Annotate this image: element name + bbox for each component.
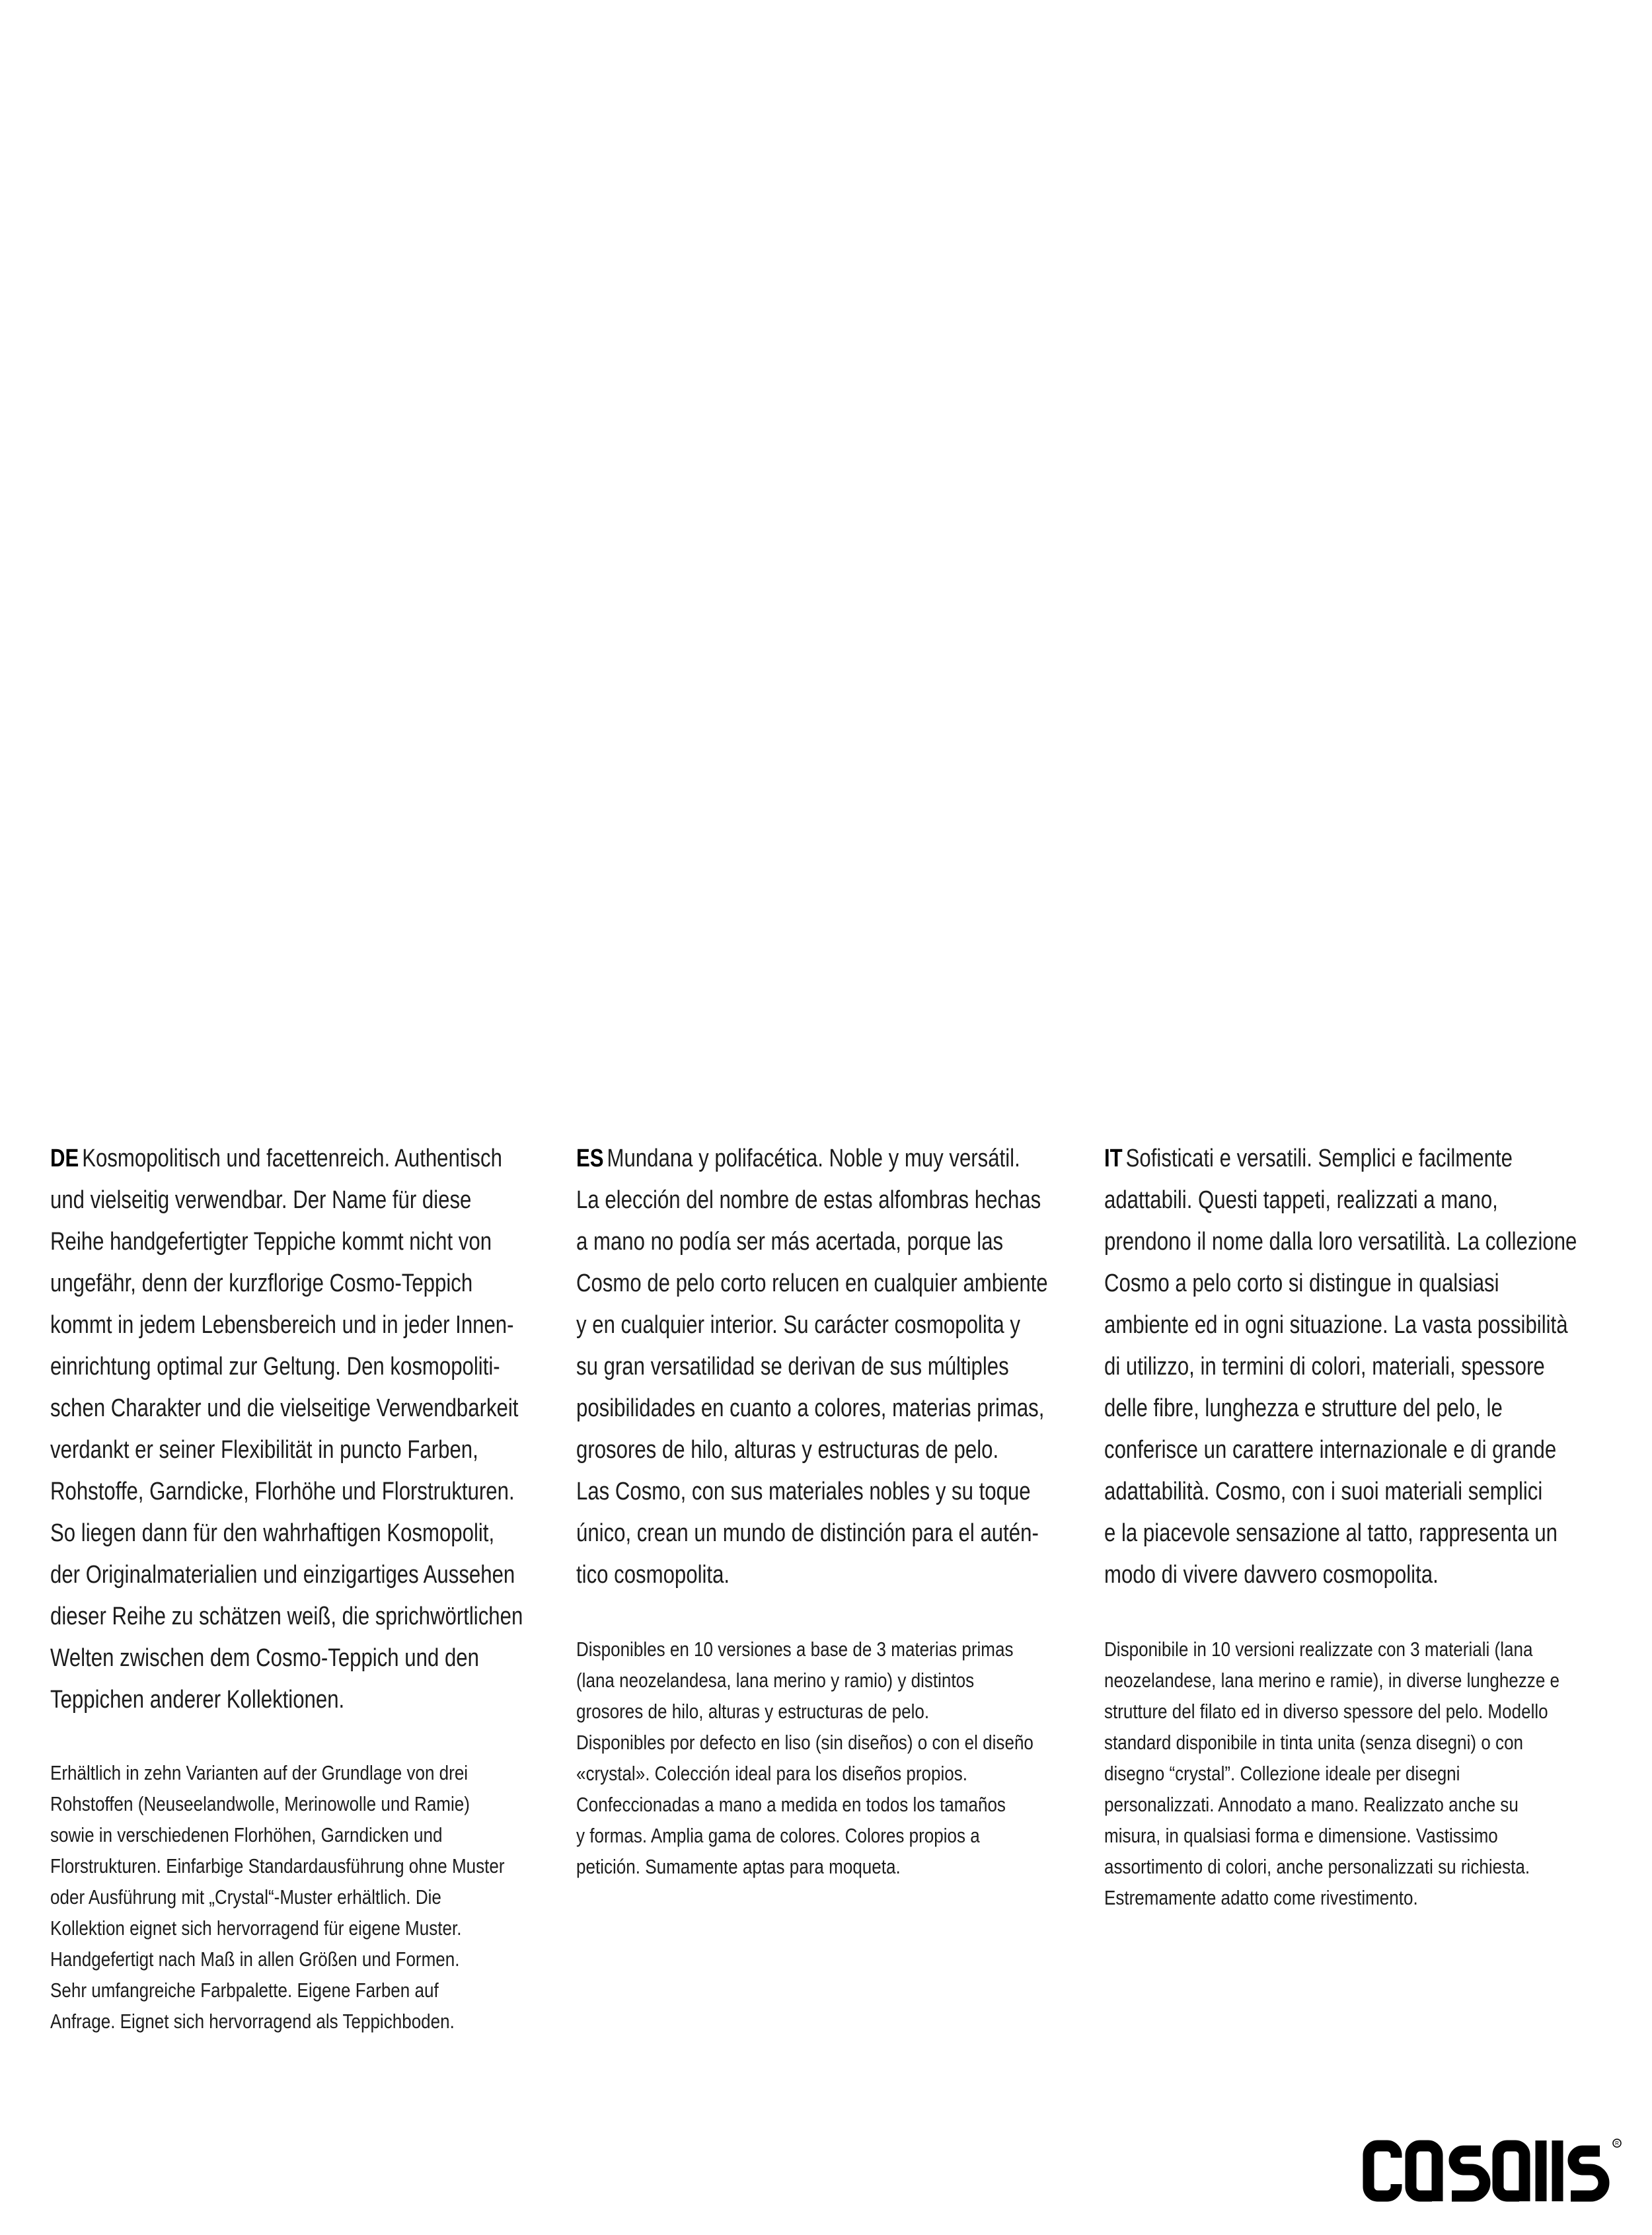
- description-text: di utilizzo, in termini di colori, materiali, spessore: [1104, 1353, 1545, 1381]
- description-line: [1104, 1263, 1619, 1305]
- casalis-logo: [1358, 2131, 1622, 2211]
- description-text: dieser Reihe zu schätzen weiß, die sprichwörtlichen: [50, 1603, 523, 1630]
- specification-line: Anfrage. Eignet sich hervorragend als Teppichboden.: [50, 2010, 455, 2033]
- italian-description: [1104, 1138, 1619, 1596]
- description-text: delle fibre, lunghezza e strutture del pelo, le: [1104, 1394, 1503, 1422]
- description-text: La elección del nombre de estas alfombras hechas: [576, 1186, 1041, 1214]
- language-code: IT: [1104, 1145, 1123, 1172]
- description-line: [576, 1138, 1091, 1180]
- language-code: DE: [50, 1145, 79, 1172]
- german-specifications: [50, 1757, 578, 2037]
- specification-line: sowie in verschiedenen Florhöhen, Garndicken und: [50, 1823, 443, 1846]
- description-text: único, crean un mundo de distinción para el autén-: [576, 1519, 1039, 1547]
- description-line: [1104, 1429, 1619, 1471]
- description-text: der Originalmaterialien und einzigartiges Aussehen: [50, 1561, 515, 1589]
- description-line: [50, 1180, 565, 1221]
- description-text: y en cualquier interior. Su carácter cosmopolita y: [576, 1311, 1021, 1339]
- description-text: Teppichen anderer Kollektionen.: [50, 1686, 345, 1714]
- description-text: einrichtung optimal zur Geltung. Den kosmopoliti-: [50, 1353, 500, 1381]
- description-text: ambiente ed in ogni situazione. La vasta possibilità: [1104, 1311, 1568, 1339]
- description-line: [1104, 1138, 1619, 1180]
- specification-line: standard disponibile in tinta unita (senza disegni) o con: [1104, 1731, 1524, 1754]
- specification-line: Rohstoffen (Neuseelandwolle, Merinowolle und Ramie): [50, 1792, 470, 1815]
- description-text: conferisce un carattere internazionale e di grande: [1104, 1436, 1557, 1464]
- description-text: adattabili. Questi tappeti, realizzati a mano,: [1104, 1186, 1498, 1214]
- description-text: Cosmo a pelo corto si distingue in qualsiasi: [1104, 1269, 1499, 1297]
- description-line: [1104, 1388, 1619, 1429]
- description-text: tico cosmopolita.: [576, 1561, 730, 1589]
- description-text: Welten zwischen dem Cosmo-Teppich und den: [50, 1644, 479, 1672]
- specification-line: Disponibile in 10 versioni realizzate con 3 materiali (lana: [1104, 1638, 1533, 1661]
- description-line: [1104, 1513, 1619, 1554]
- description-text: posibilidades en cuanto a colores, materias primas,: [576, 1394, 1045, 1422]
- description-text: verdankt er seiner Flexibilität in puncto Farben,: [50, 1436, 478, 1464]
- specification-line: misura, in qualsiasi forma e dimensione. Vastissimo: [1104, 1824, 1498, 1847]
- specification-line: petición. Sumamente aptas para moqueta.: [576, 1855, 901, 1878]
- specification-line: neozelandese, lana merino e ramie), in diverse lunghezze e: [1104, 1669, 1560, 1692]
- description-line: [576, 1180, 1091, 1221]
- description-line: [1104, 1221, 1619, 1263]
- description-text: Sofisticati e versatili. Semplici e facilmente: [1125, 1145, 1513, 1172]
- description-line: [1104, 1554, 1619, 1596]
- language-code: ES: [576, 1145, 604, 1172]
- description-line: [576, 1346, 1091, 1388]
- description-text: a mano no podía ser más acertada, porque las: [576, 1228, 1004, 1256]
- specification-line: Kollektion eignet sich hervorragend für eigene Muster.: [50, 1916, 462, 1940]
- description-line: [1104, 1305, 1619, 1346]
- description-line: [50, 1513, 565, 1554]
- description-line: [50, 1138, 565, 1180]
- description-line: [50, 1305, 565, 1346]
- description-line: [50, 1221, 565, 1263]
- description-text: und vielseitig verwendbar. Der Name für diese: [50, 1186, 472, 1214]
- specification-line: Florstrukturen. Einfarbige Standardausführung ohne Muster: [50, 1854, 505, 1877]
- description-text: grosores de hilo, alturas y estructuras de pelo.: [576, 1436, 999, 1464]
- description-line: [576, 1221, 1091, 1263]
- description-text: schen Charakter und die vielseitige Verwendbarkeit: [50, 1394, 519, 1422]
- specification-line: grosores de hilo, alturas y estructuras de pelo.: [576, 1700, 930, 1723]
- description-line: [576, 1429, 1091, 1471]
- description-line: [576, 1554, 1091, 1596]
- description-text: prendono il nome dalla loro versatilità. La collezione: [1104, 1228, 1577, 1256]
- description-text: adattabilità. Cosmo, con i suoi materiali semplici: [1104, 1478, 1543, 1505]
- specification-line: Handgefertigt nach Maß in allen Größen und Formen.: [50, 1948, 460, 1971]
- specification-line: Disponibles por defecto en liso (sin diseños) o con el diseño: [576, 1731, 1033, 1754]
- description-line: [50, 1429, 565, 1471]
- description-line: [50, 1346, 565, 1388]
- specification-line: y formas. Amplia gama de colores. Colores propios a: [576, 1824, 980, 1847]
- casalis-logo-mark: [1358, 2131, 1622, 2211]
- description-text: Kosmopolitisch und facettenreich. Authentisch: [82, 1145, 502, 1172]
- description-line: [50, 1471, 565, 1513]
- specification-line: personalizzati. Annodato a mano. Realizzato anche su: [1104, 1793, 1519, 1816]
- specification-line: Estremamente adatto come rivestimento.: [1104, 1886, 1418, 1909]
- description-text: Cosmo de pelo corto relucen en cualquier ambiente: [576, 1269, 1048, 1297]
- description-line: [576, 1305, 1091, 1346]
- description-text: Las Cosmo, con sus materiales nobles y su toque: [576, 1478, 1031, 1505]
- description-line: [50, 1638, 565, 1679]
- specification-line: «crystal». Colección ideal para los diseños propios.: [576, 1762, 968, 1785]
- description-line: [50, 1388, 565, 1429]
- specification-line: assortimento di colori, anche personalizzati su richiesta.: [1104, 1855, 1530, 1878]
- description-line: [1104, 1180, 1619, 1221]
- specification-line: Sehr umfangreiche Farbpalette. Eigene Farben auf: [50, 1979, 439, 2002]
- description-line: [50, 1554, 565, 1596]
- specification-line: (lana neozelandesa, lana merino y ramio) y distintos: [576, 1669, 975, 1692]
- specification-line: Confeccionadas a mano a medida en todos los tamaños: [576, 1793, 1006, 1816]
- specification-line: disegno “crystal”. Collezione ideale per disegni: [1104, 1762, 1460, 1785]
- description-text: So liegen dann für den wahrhaftigen Kosmopolit,: [50, 1519, 495, 1547]
- specification-line: Erhältlich in zehn Varianten auf der Grundlage von drei: [50, 1761, 469, 1784]
- description-text: Rohstoffe, Garndicke, Florhöhe und Florstrukturen.: [50, 1478, 515, 1505]
- spanish-specifications: [576, 1634, 1104, 1882]
- specification-line: strutture del filato ed in diverso spessore del pelo. Modello: [1104, 1700, 1548, 1723]
- description-line: [1104, 1346, 1619, 1388]
- description-text: modo di vivere davvero cosmopolita.: [1104, 1561, 1439, 1589]
- description-line: [50, 1596, 565, 1638]
- spanish-description: [576, 1138, 1091, 1596]
- description-line: [50, 1263, 565, 1305]
- description-line: [1104, 1471, 1619, 1513]
- description-line: [576, 1263, 1091, 1305]
- specification-line: oder Ausführung mit „Crystal“-Muster erhältlich. Die: [50, 1885, 441, 1909]
- description-line: [50, 1679, 565, 1721]
- description-text: Mundana y polifacética. Noble y muy versátil.: [607, 1145, 1020, 1172]
- description-text: Reihe handgefertigter Teppiche kommt nicht von: [50, 1228, 492, 1256]
- italian-specifications: [1104, 1634, 1632, 1913]
- description-line: [576, 1388, 1091, 1429]
- specification-line: Disponibles en 10 versiones a base de 3 materias primas: [576, 1638, 1014, 1661]
- description-text: su gran versatilidad se derivan de sus múltiples: [576, 1353, 1009, 1381]
- german-description: [50, 1138, 565, 1721]
- registered-mark: R: [1615, 2140, 1619, 2146]
- description-text: e la piacevole sensazione al tatto, rappresenta un: [1104, 1519, 1558, 1547]
- description-text: kommt in jedem Lebensbereich und in jeder Innen-: [50, 1311, 514, 1339]
- description-text: ungefähr, denn der kurzflorige Cosmo-Teppich: [50, 1269, 473, 1297]
- description-line: [576, 1471, 1091, 1513]
- description-line: [576, 1513, 1091, 1554]
